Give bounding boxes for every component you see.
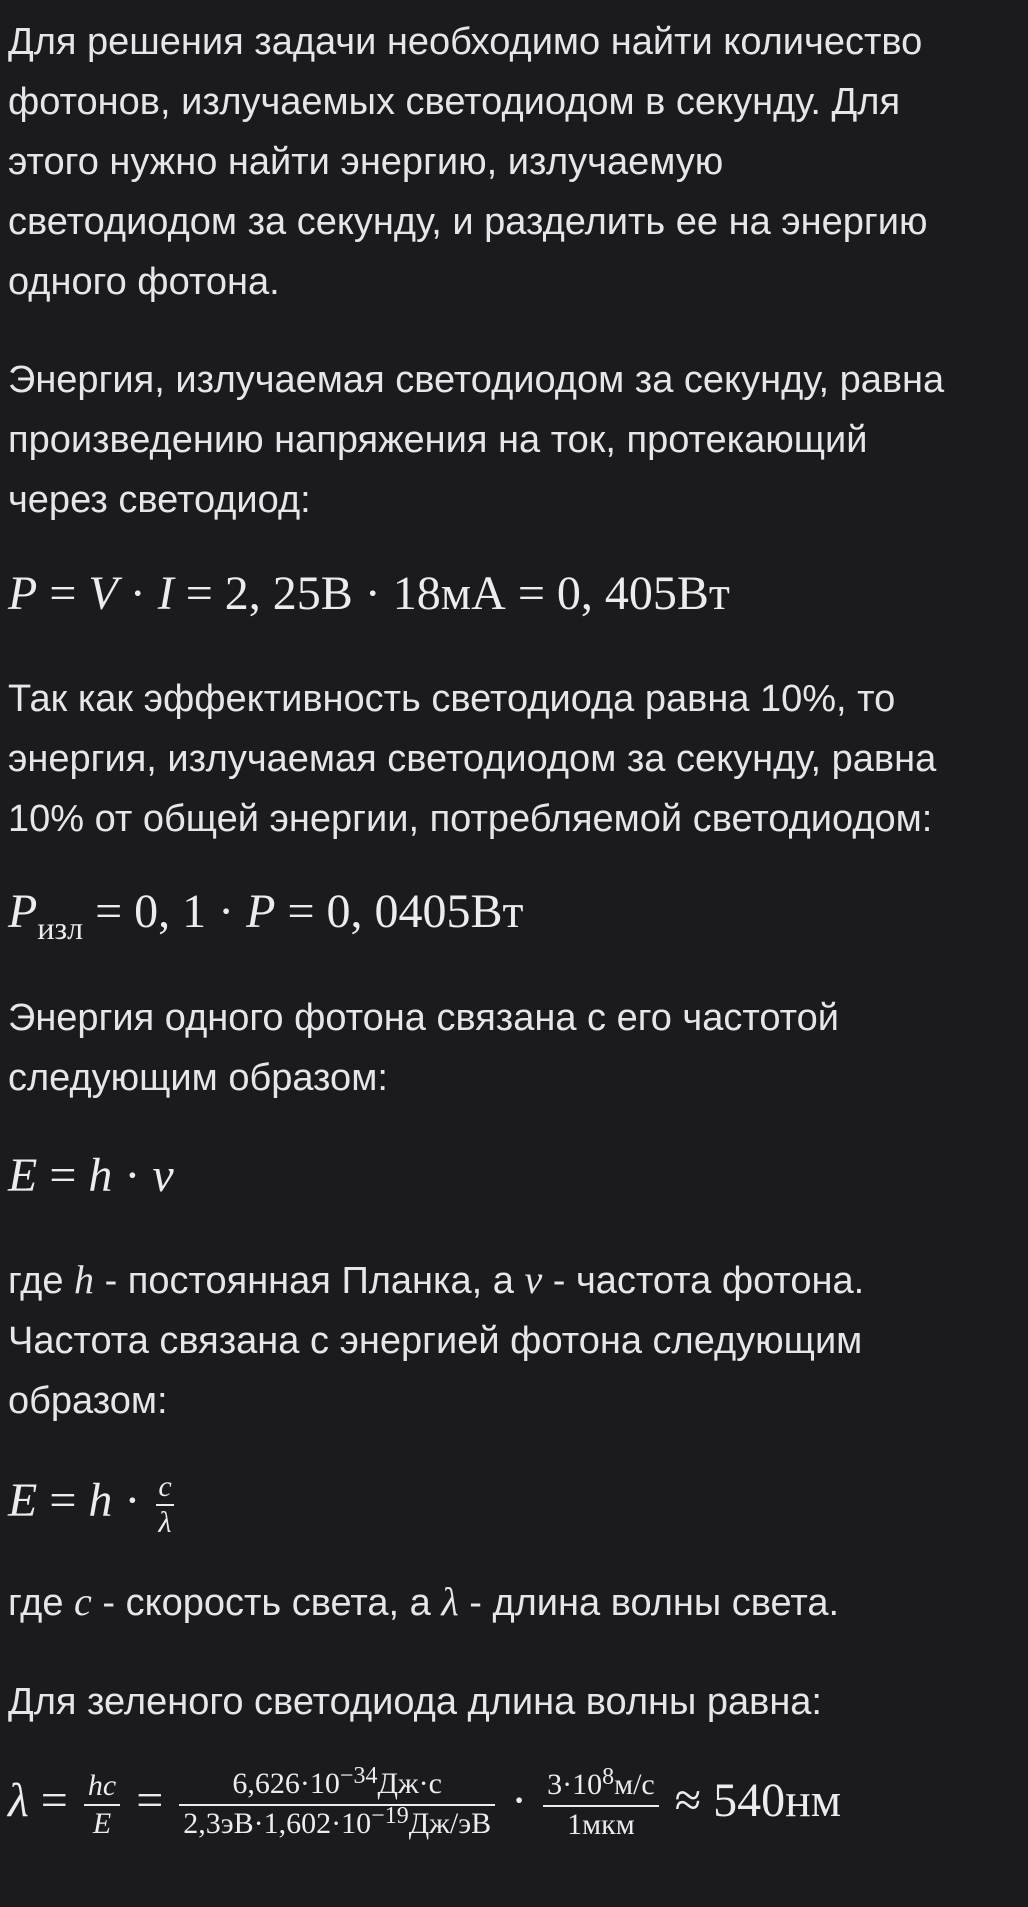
paragraph-planck — [8, 1250, 1018, 1431]
text-span: - постоянная Планка, а — [94, 1260, 525, 1302]
text-line: произведению напряжения на ток, протекающий — [8, 419, 868, 461]
text-line: Энергия одного фотона связана с его частотой — [8, 997, 839, 1039]
text-span: 6,626·10 — [232, 1767, 340, 1800]
text-line: энергия, излучаемая светодиодом за секунду, равна — [8, 738, 937, 780]
text-line: Энергия, излучаемая светодиодом за секунду, равна — [8, 359, 945, 401]
eq-rest: = 0, 1 · — [83, 885, 247, 938]
exponent: 8 — [602, 1764, 615, 1790]
text-line: одного фотона. — [8, 261, 280, 303]
text-line — [8, 1250, 1018, 1311]
text-line: этого нужно найти энергию, излучаемую — [8, 141, 724, 183]
var-lambda: λ — [8, 1774, 29, 1828]
var-nu: ν — [152, 1149, 174, 1202]
paragraph-green-led — [8, 1672, 1018, 1732]
var-e: E — [8, 1474, 38, 1528]
subscript-izl: изл — [37, 910, 84, 946]
text-span: - скорость света, а — [91, 1582, 442, 1624]
dot-op: · — [112, 1474, 153, 1528]
var-v: V — [88, 567, 118, 620]
equation-e-h-nu — [8, 1148, 174, 1203]
fraction-denominator: λ — [158, 1506, 172, 1539]
fraction-c-over-lambda — [156, 1470, 173, 1540]
dot-op: · — [112, 1149, 153, 1202]
text-span: - частота фотона. — [542, 1260, 865, 1302]
paragraph-power — [8, 350, 1018, 530]
var-p: P — [8, 885, 38, 938]
text-line — [8, 1572, 1018, 1633]
fraction-numeric — [179, 1763, 495, 1844]
var-nu: ν — [524, 1257, 543, 1302]
fraction-denominator: E — [92, 1807, 112, 1840]
eq-sign: = — [37, 1474, 89, 1528]
text-span: 2,3эВ·1,602·10 — [183, 1807, 372, 1840]
var-p: P — [8, 567, 38, 620]
var-c: c — [74, 1579, 92, 1624]
fraction-denominator — [179, 1803, 495, 1844]
paragraph-photon-energy — [8, 988, 1018, 1108]
eq-rest: = 2, 25В · 18мА = 0, 405Вт — [173, 567, 730, 620]
fraction-denominator: 1мкм — [567, 1808, 635, 1841]
paragraph-efficiency — [8, 669, 1018, 849]
fraction-numerator — [543, 1764, 659, 1807]
exponent: −19 — [371, 1803, 409, 1829]
var-h: h — [88, 1149, 113, 1202]
eq-result: ≈ 540нм — [662, 1774, 842, 1828]
text-line: Частота связана с энергией фотона следующим — [8, 1320, 863, 1362]
text-line: 10% от общей энергии, потребляемой светодиодом: — [8, 798, 933, 840]
fraction-numerator — [179, 1763, 495, 1806]
var-e: E — [8, 1149, 38, 1202]
fraction-numerator: c — [156, 1470, 173, 1506]
text-span: где — [8, 1260, 75, 1302]
text-line: образом: — [8, 1380, 168, 1422]
text-span: Дж/эВ — [408, 1807, 492, 1840]
fraction-hc-over-e — [84, 1768, 120, 1842]
equation-wavelength — [8, 1763, 842, 1844]
var-p: P — [246, 885, 276, 938]
eq-sign: = — [37, 1149, 89, 1202]
paragraph-intro — [8, 12, 1018, 312]
exponent: −34 — [339, 1763, 378, 1789]
eq-rest: = 0, 0405Вт — [275, 885, 524, 938]
text-span: - длина волны света. — [458, 1582, 840, 1624]
eq-sign: = — [28, 1774, 80, 1828]
dot-op: · — [117, 567, 158, 620]
fraction-speed-over-length — [543, 1764, 659, 1843]
var-lambda: λ — [441, 1579, 459, 1624]
text-line: через светодиод: — [8, 479, 311, 521]
equation-emitted-power — [8, 884, 524, 946]
text-line: Так как эффективность светодиода равна 10%, то — [8, 678, 896, 720]
dot-op: · — [499, 1774, 540, 1828]
var-h: h — [88, 1474, 113, 1528]
text-line: Для зеленого светодиода длина волны равна: — [8, 1681, 822, 1723]
eq-sign: = — [37, 567, 89, 620]
text-line: светодиодом за секунду, и разделить ее на энергию — [8, 201, 928, 243]
equation-power — [8, 566, 730, 621]
text-line: фотонов, излучаемых светодиодом в секунду. Для — [8, 81, 901, 123]
paragraph-speed-of-light — [8, 1572, 1018, 1633]
eq-sign: = — [124, 1774, 176, 1828]
text-span: 3·10 — [547, 1768, 603, 1801]
equation-e-h-c-lambda — [8, 1470, 178, 1540]
text-line: следующим образом: — [8, 1057, 388, 1099]
text-span: м/с — [614, 1768, 655, 1801]
text-line: Для решения задачи необходимо найти количество — [8, 21, 923, 63]
fraction-numerator: hc — [84, 1768, 120, 1806]
var-h: h — [74, 1257, 95, 1302]
var-i: I — [157, 567, 174, 620]
text-span: где — [8, 1582, 75, 1624]
text-span: Дж·с — [377, 1767, 442, 1800]
